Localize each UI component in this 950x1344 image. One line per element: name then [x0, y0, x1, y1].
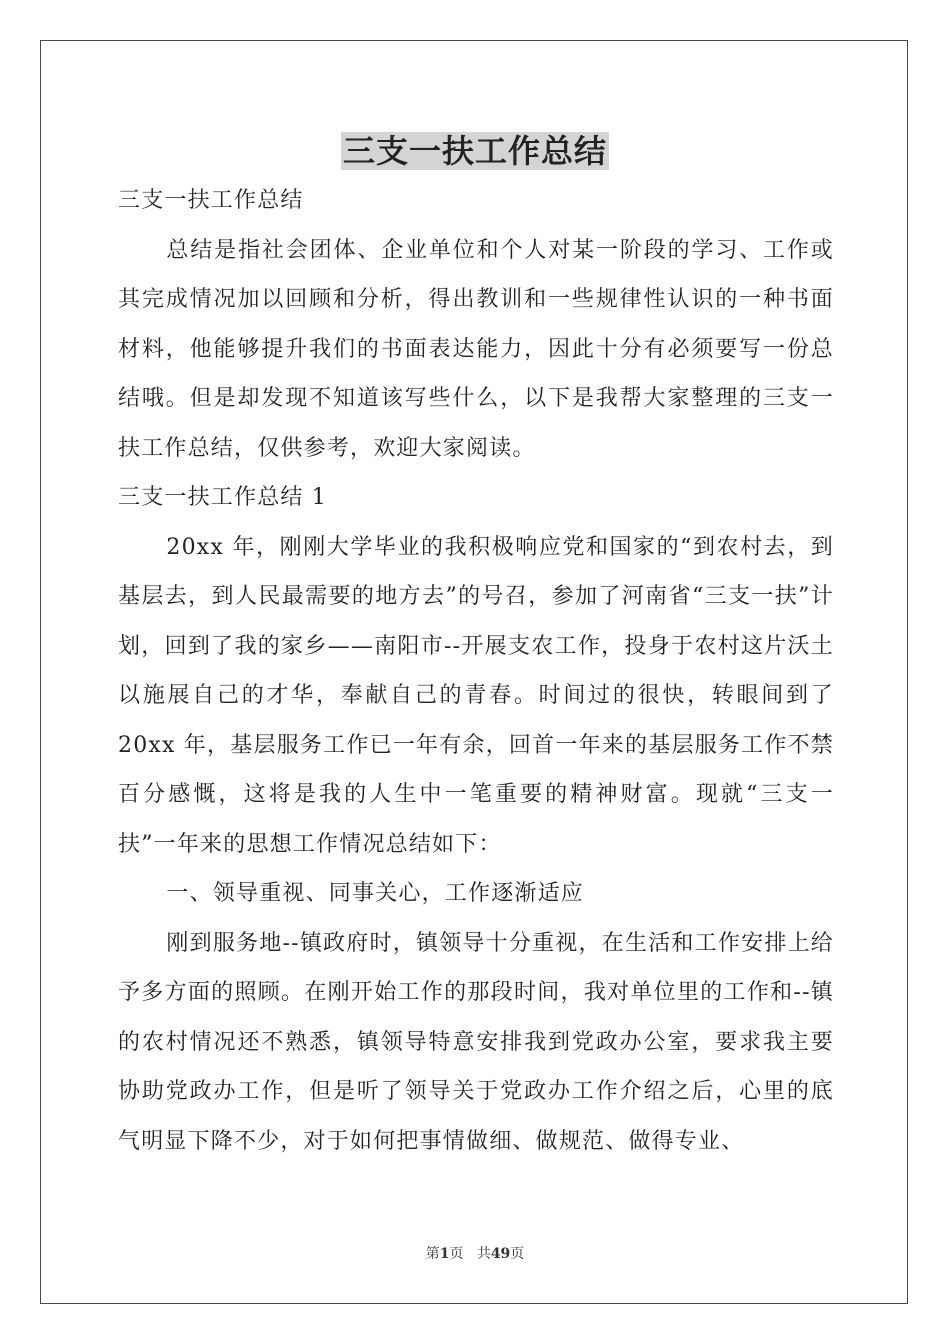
- total-page-count: 49: [490, 1246, 511, 1262]
- current-page-number: 1: [439, 1246, 450, 1262]
- document-title: [0, 129, 950, 173]
- footer-total-unit: 页: [510, 1246, 525, 1262]
- subsection-heading: 一、领导重视、同事关心，工作逐渐适应: [166, 881, 584, 906]
- body-paragraph: 刚到服务地--镇政府时，镇领导十分重视，在生活和工作安排上给予多方面的照顾。在刚开始工作的那段时间，我对单位里的工作和--镇的农村情况还不熟悉，镇领导特意安排我到党政办公室，要求我主要协助党政办工作，但是听了领导关于党政办工作介绍之后，心里的底气明显下降不少，对于如何把事情做细、做规范、做得专业、: [118, 930, 834, 1154]
- body-paragraph: 20xx 年，刚刚大学毕业的我积极响应党和国家的“到农村去，到基层去，到人民最需要的地方去”的号召，参加了河南省“三支一扶”计划，回到了我的家乡——南阳市--开展支农工作，投身于农村这片沃土以施展自己的才华，奉献自己的青春。时间过的很快，转眼间到了 20xx 年，基层服务工作已一年有余，回首一年来的基层服务工作不禁百分感慨，这将是我的人生中一笔重要的精神财富。现就“三支一扶”一年来的思想工作情况总结如下：: [118, 534, 834, 857]
- document-title-text: 三支一扶工作总结: [342, 132, 607, 170]
- document-body: [118, 176, 834, 1166]
- footer-page-unit: 页: [449, 1246, 464, 1262]
- footer-total-prefix: 共: [476, 1246, 491, 1262]
- section-heading: 三支一扶工作总结 1: [118, 485, 327, 510]
- intro-paragraph: 总结是指社会团体、企业单位和个人对某一阶段的学习、工作或其完成情况加以回顾和分析，得出教训和一些规律性认识的一种书面材料，他能够提升我们的书面表达能力，因此十分有必须要写一份总结哦。但是却发现不知道该写些什么，以下是我帮大家整理的三支一扶工作总结，仅供参考，欢迎大家阅读。: [118, 237, 834, 461]
- page-footer: [0, 1243, 950, 1263]
- footer-prefix: 第: [425, 1246, 440, 1262]
- section-heading: 三支一扶工作总结: [118, 188, 304, 213]
